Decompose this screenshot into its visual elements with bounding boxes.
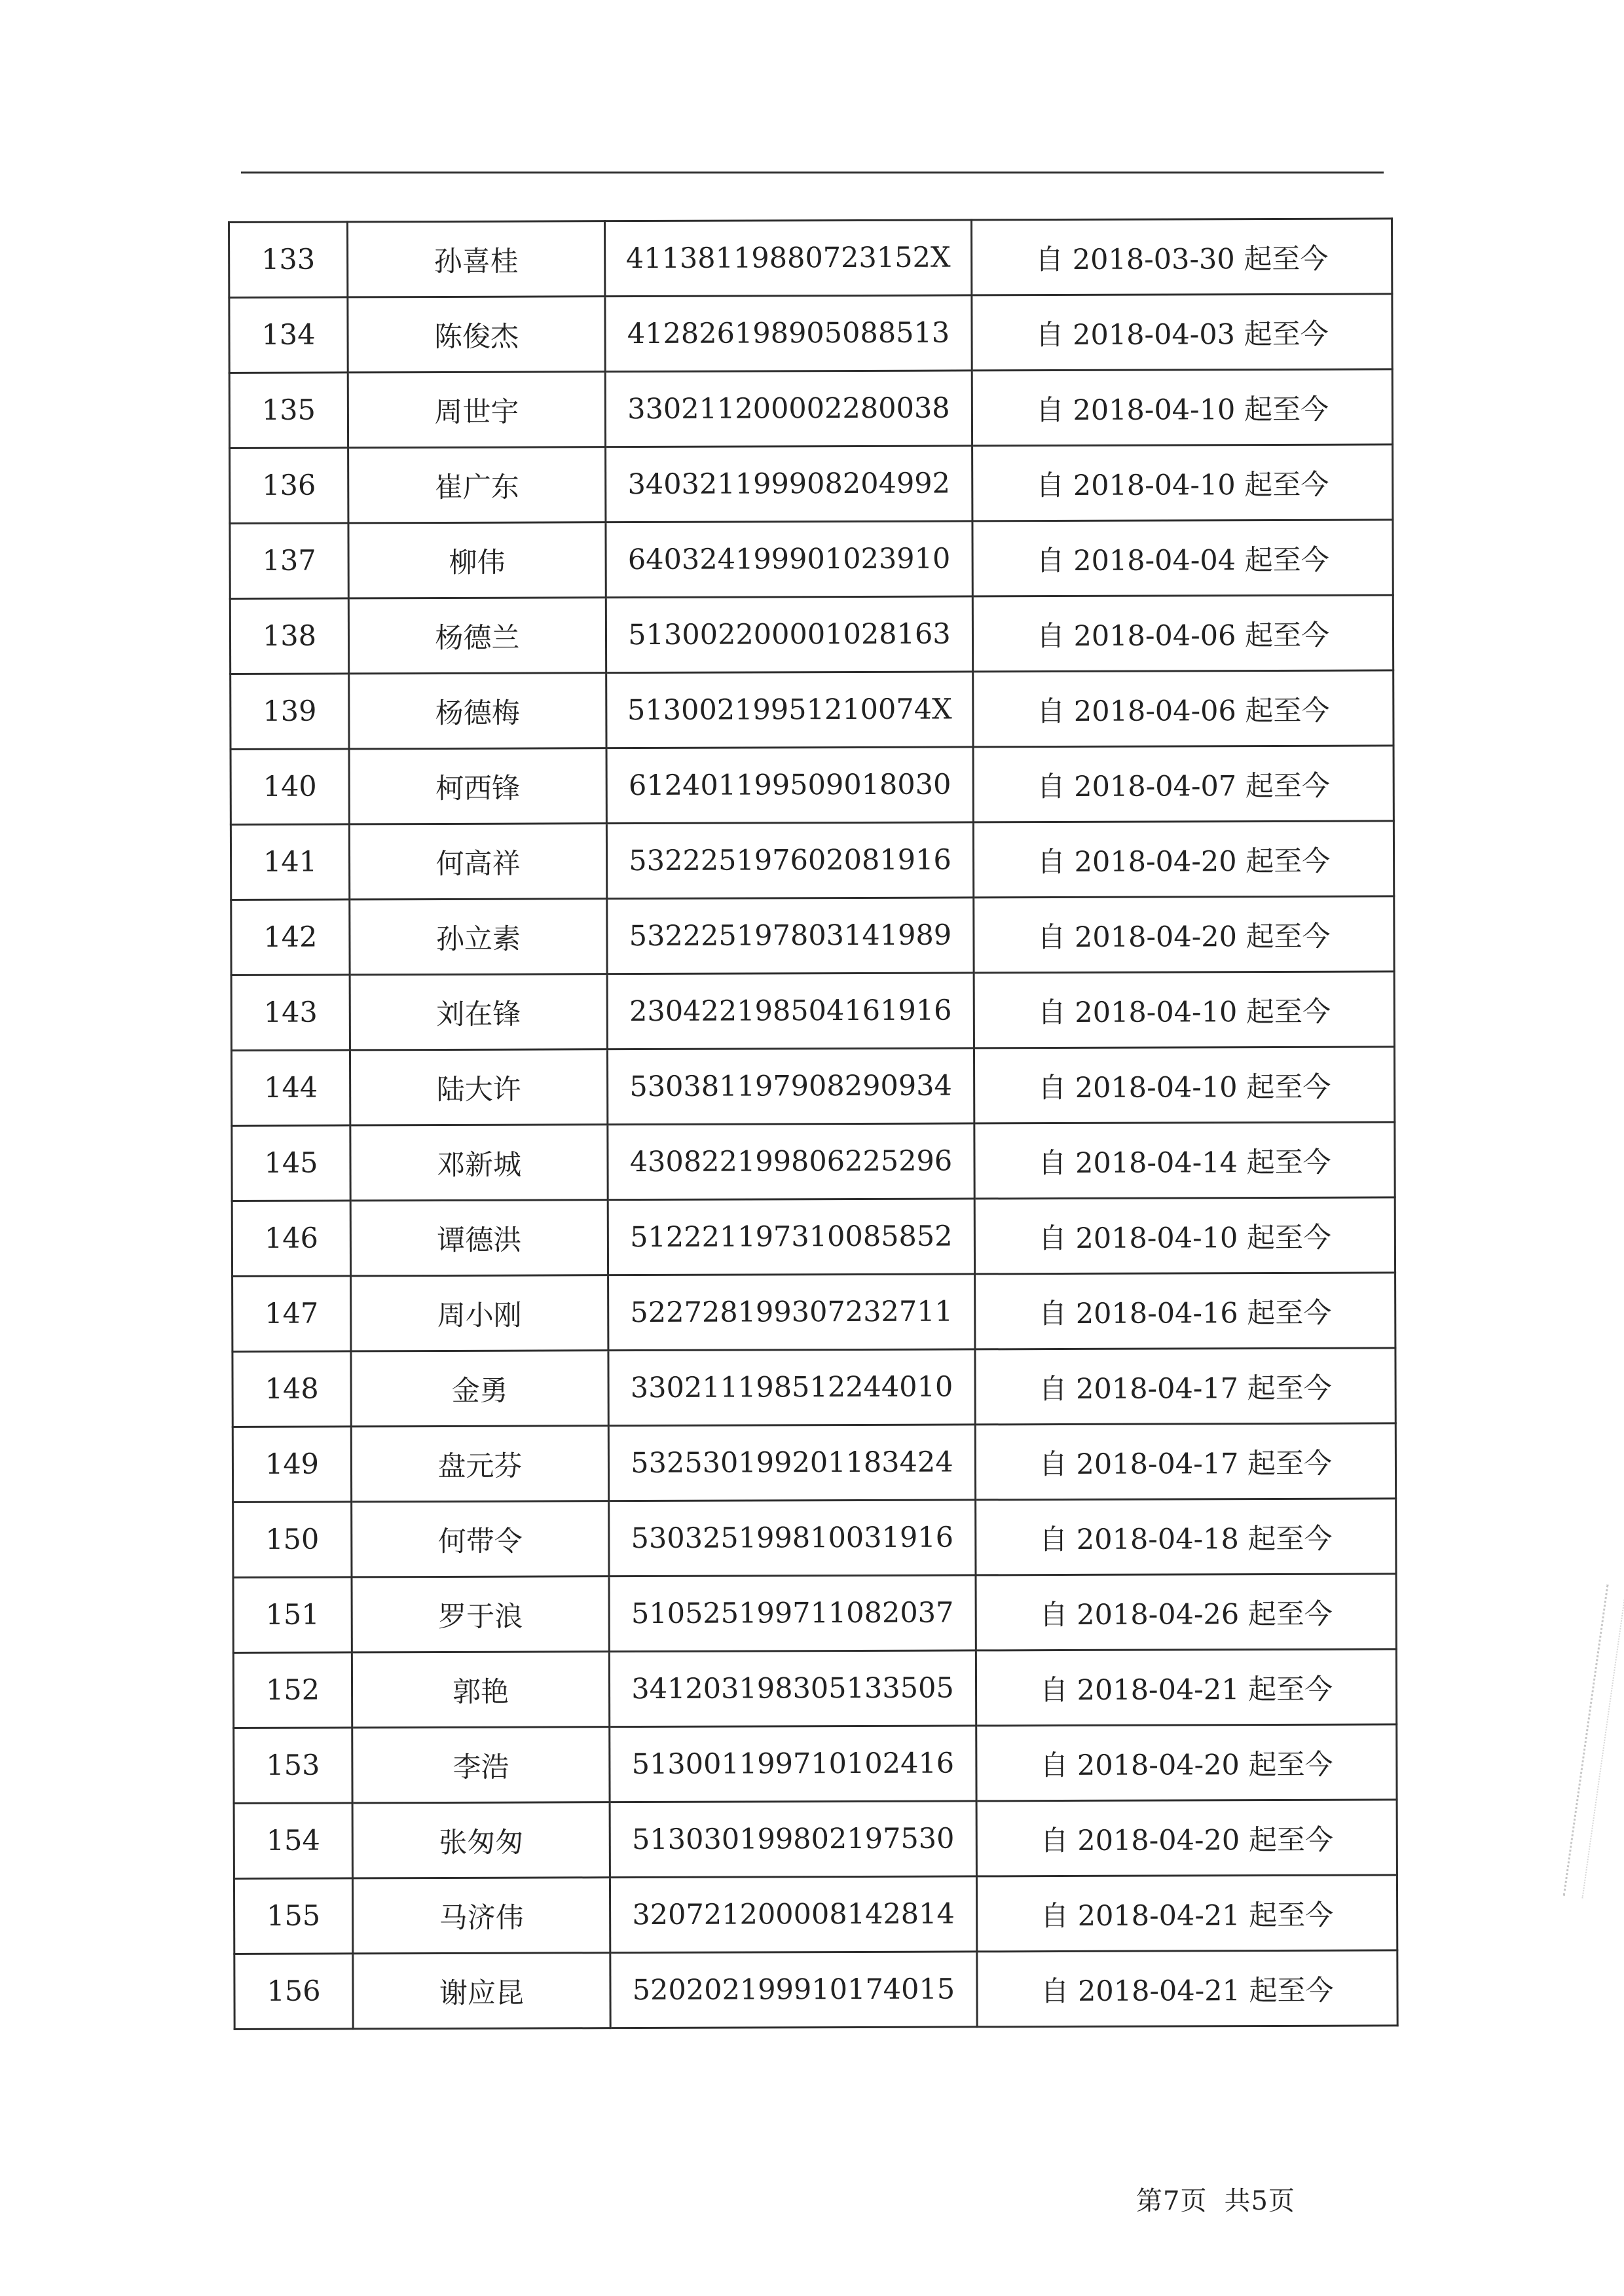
name-cell: 何高祥: [349, 824, 606, 900]
period-cell: 自 2018-04-17 起至今: [975, 1348, 1395, 1425]
id-number-cell: 340321199908204992: [606, 446, 972, 522]
name-cell: 李浩: [352, 1727, 610, 1803]
table-row: [231, 896, 1394, 975]
table-row: [230, 595, 1393, 674]
row-number-cell: 137: [230, 523, 348, 599]
id-number-cell: 513001199710102416: [610, 1726, 976, 1802]
name-cell: 柯西锋: [349, 748, 606, 824]
name-cell: 刘在锋: [350, 974, 607, 1050]
period-cell: 自 2018-04-17 起至今: [975, 1423, 1395, 1500]
record-table: [228, 217, 1399, 2030]
id-number-cell: 513030199802197530: [610, 1801, 976, 1878]
period-cell: 自 2018-04-04 起至今: [972, 520, 1393, 596]
name-cell: 杨德梅: [349, 673, 606, 749]
id-number-cell: 640324199901023910: [606, 521, 972, 598]
period-cell: 自 2018-04-10 起至今: [972, 445, 1393, 521]
name-cell: 张匆匆: [352, 1802, 610, 1878]
id-number-cell: 341203198305133505: [609, 1650, 976, 1727]
row-number-cell: 152: [233, 1652, 352, 1728]
period-cell: 自 2018-04-14 起至今: [974, 1122, 1395, 1199]
name-cell: 邓新城: [350, 1125, 608, 1201]
name-cell: 周世宇: [348, 372, 605, 448]
table-row: [233, 1574, 1396, 1653]
page-footer: [1136, 2180, 1295, 2217]
row-number-cell: 142: [231, 900, 350, 975]
table-row: [234, 1800, 1397, 1879]
row-number-cell: 156: [234, 1954, 353, 2030]
table-row: [231, 746, 1393, 825]
row-number-cell: 141: [231, 824, 349, 900]
name-cell: 马济伟: [352, 1878, 610, 1954]
row-number-cell: 134: [229, 297, 348, 373]
table-row: [232, 1273, 1395, 1352]
period-cell: 自 2018-04-20 起至今: [976, 1800, 1397, 1876]
row-number-cell: 135: [229, 373, 348, 448]
period-cell: 自 2018-04-07 起至今: [973, 746, 1393, 822]
row-number-cell: 147: [232, 1276, 351, 1352]
name-cell: 罗于浪: [352, 1576, 609, 1652]
period-cell: 自 2018-04-21 起至今: [977, 1950, 1397, 2027]
period-cell: 自 2018-04-03 起至今: [972, 294, 1392, 371]
id-number-cell: 510525199711082037: [609, 1575, 976, 1652]
period-cell: 自 2018-04-06 起至今: [973, 670, 1393, 747]
page-number: 第7页: [1136, 2186, 1208, 2216]
row-number-cell: 151: [233, 1577, 352, 1653]
name-cell: 柳伟: [348, 522, 606, 598]
table-row: [234, 1950, 1397, 2030]
id-number-cell: 320721200008142814: [610, 1876, 976, 1953]
period-cell: 自 2018-03-30 起至今: [971, 219, 1392, 295]
id-number-cell: 330211198512244010: [608, 1349, 975, 1426]
name-cell: 杨德兰: [348, 598, 606, 674]
row-number-cell: 146: [232, 1201, 350, 1277]
id-number-cell: 330211200002280038: [605, 371, 972, 447]
period-cell: 自 2018-04-20 起至今: [976, 1724, 1397, 1801]
row-number-cell: 133: [229, 222, 348, 298]
row-number-cell: 138: [230, 598, 348, 674]
table-row: [232, 1348, 1395, 1427]
row-number-cell: 143: [231, 975, 350, 1051]
id-number-cell: 532225197803141989: [607, 898, 974, 974]
table-row: [229, 294, 1392, 373]
name-cell: 崔广东: [348, 447, 606, 523]
table-row: [231, 972, 1394, 1051]
table-row: [229, 369, 1392, 448]
page-total: 共5页: [1224, 2186, 1295, 2216]
id-number-cell: 522728199307232711: [608, 1274, 975, 1351]
name-cell: 陆大许: [350, 1049, 607, 1125]
table-row: [234, 1875, 1397, 1954]
name-cell: 周小刚: [351, 1275, 608, 1351]
period-cell: 自 2018-04-20 起至今: [974, 896, 1394, 973]
header-rule: [241, 172, 1384, 173]
record-table-container: [228, 217, 1397, 2030]
period-cell: 自 2018-04-21 起至今: [976, 1875, 1397, 1952]
row-number-cell: 155: [234, 1878, 352, 1954]
period-cell: 自 2018-04-06 起至今: [972, 595, 1393, 672]
id-number-cell: 513002200001028163: [606, 596, 972, 673]
period-cell: 自 2018-04-16 起至今: [975, 1273, 1395, 1349]
name-cell: 盘元芬: [351, 1426, 608, 1502]
table-row: [231, 670, 1393, 750]
period-cell: 自 2018-04-20 起至今: [973, 821, 1393, 898]
id-number-cell: 532530199201183424: [608, 1425, 975, 1501]
name-cell: 郭艳: [352, 1652, 609, 1728]
table-row: [230, 520, 1393, 599]
period-cell: 自 2018-04-10 起至今: [974, 1197, 1395, 1274]
table-row: [232, 1423, 1395, 1503]
period-cell: 自 2018-04-10 起至今: [972, 369, 1392, 446]
id-number-cell: 532225197602081916: [606, 822, 973, 899]
row-number-cell: 148: [232, 1351, 351, 1427]
record-table-body: [229, 219, 1398, 2030]
row-number-cell: 136: [230, 448, 348, 524]
row-number-cell: 139: [231, 674, 349, 750]
period-cell: 自 2018-04-10 起至今: [974, 972, 1394, 1048]
id-number-cell: 412826198905088513: [605, 295, 972, 372]
table-row: [232, 1197, 1395, 1277]
table-row: [233, 1649, 1396, 1728]
name-cell: 何带令: [352, 1501, 609, 1577]
table-row: [234, 1724, 1397, 1804]
row-number-cell: 149: [232, 1427, 351, 1503]
name-cell: 谢应昆: [353, 1953, 610, 2029]
name-cell: 孙喜桂: [348, 221, 605, 297]
table-row: [230, 445, 1393, 524]
id-number-cell: 430822199806225296: [608, 1123, 974, 1200]
id-number-cell: 512221197310085852: [608, 1199, 974, 1275]
period-cell: 自 2018-04-21 起至今: [976, 1649, 1396, 1726]
row-number-cell: 153: [234, 1728, 352, 1804]
name-cell: 陈俊杰: [348, 297, 605, 373]
margin-seal-fragment: [1552, 1571, 1624, 1912]
id-number-cell: 51300219951210074X: [606, 672, 973, 748]
id-number-cell: 530381197908290934: [607, 1048, 974, 1125]
row-number-cell: 154: [234, 1803, 352, 1879]
table-row: [231, 821, 1393, 900]
period-cell: 自 2018-04-26 起至今: [976, 1574, 1396, 1650]
row-number-cell: 140: [231, 749, 349, 825]
id-number-cell: 41138119880723152X: [605, 220, 972, 297]
table-row: [231, 1047, 1394, 1126]
table-row: [232, 1122, 1395, 1201]
name-cell: 谭德洪: [350, 1200, 608, 1276]
id-number-cell: 520202199910174015: [610, 1952, 977, 2028]
id-number-cell: 530325199810031916: [609, 1500, 976, 1576]
row-number-cell: 150: [233, 1502, 352, 1578]
row-number-cell: 144: [231, 1050, 350, 1126]
id-number-cell: 612401199509018030: [606, 747, 973, 824]
name-cell: 金勇: [351, 1351, 608, 1427]
row-number-cell: 145: [232, 1125, 350, 1201]
table-row: [229, 219, 1392, 298]
period-cell: 自 2018-04-10 起至今: [974, 1047, 1394, 1123]
period-cell: 自 2018-04-18 起至今: [976, 1499, 1396, 1575]
name-cell: 孙立素: [350, 899, 607, 975]
table-row: [233, 1499, 1396, 1578]
id-number-cell: 230422198504161916: [607, 973, 974, 1049]
